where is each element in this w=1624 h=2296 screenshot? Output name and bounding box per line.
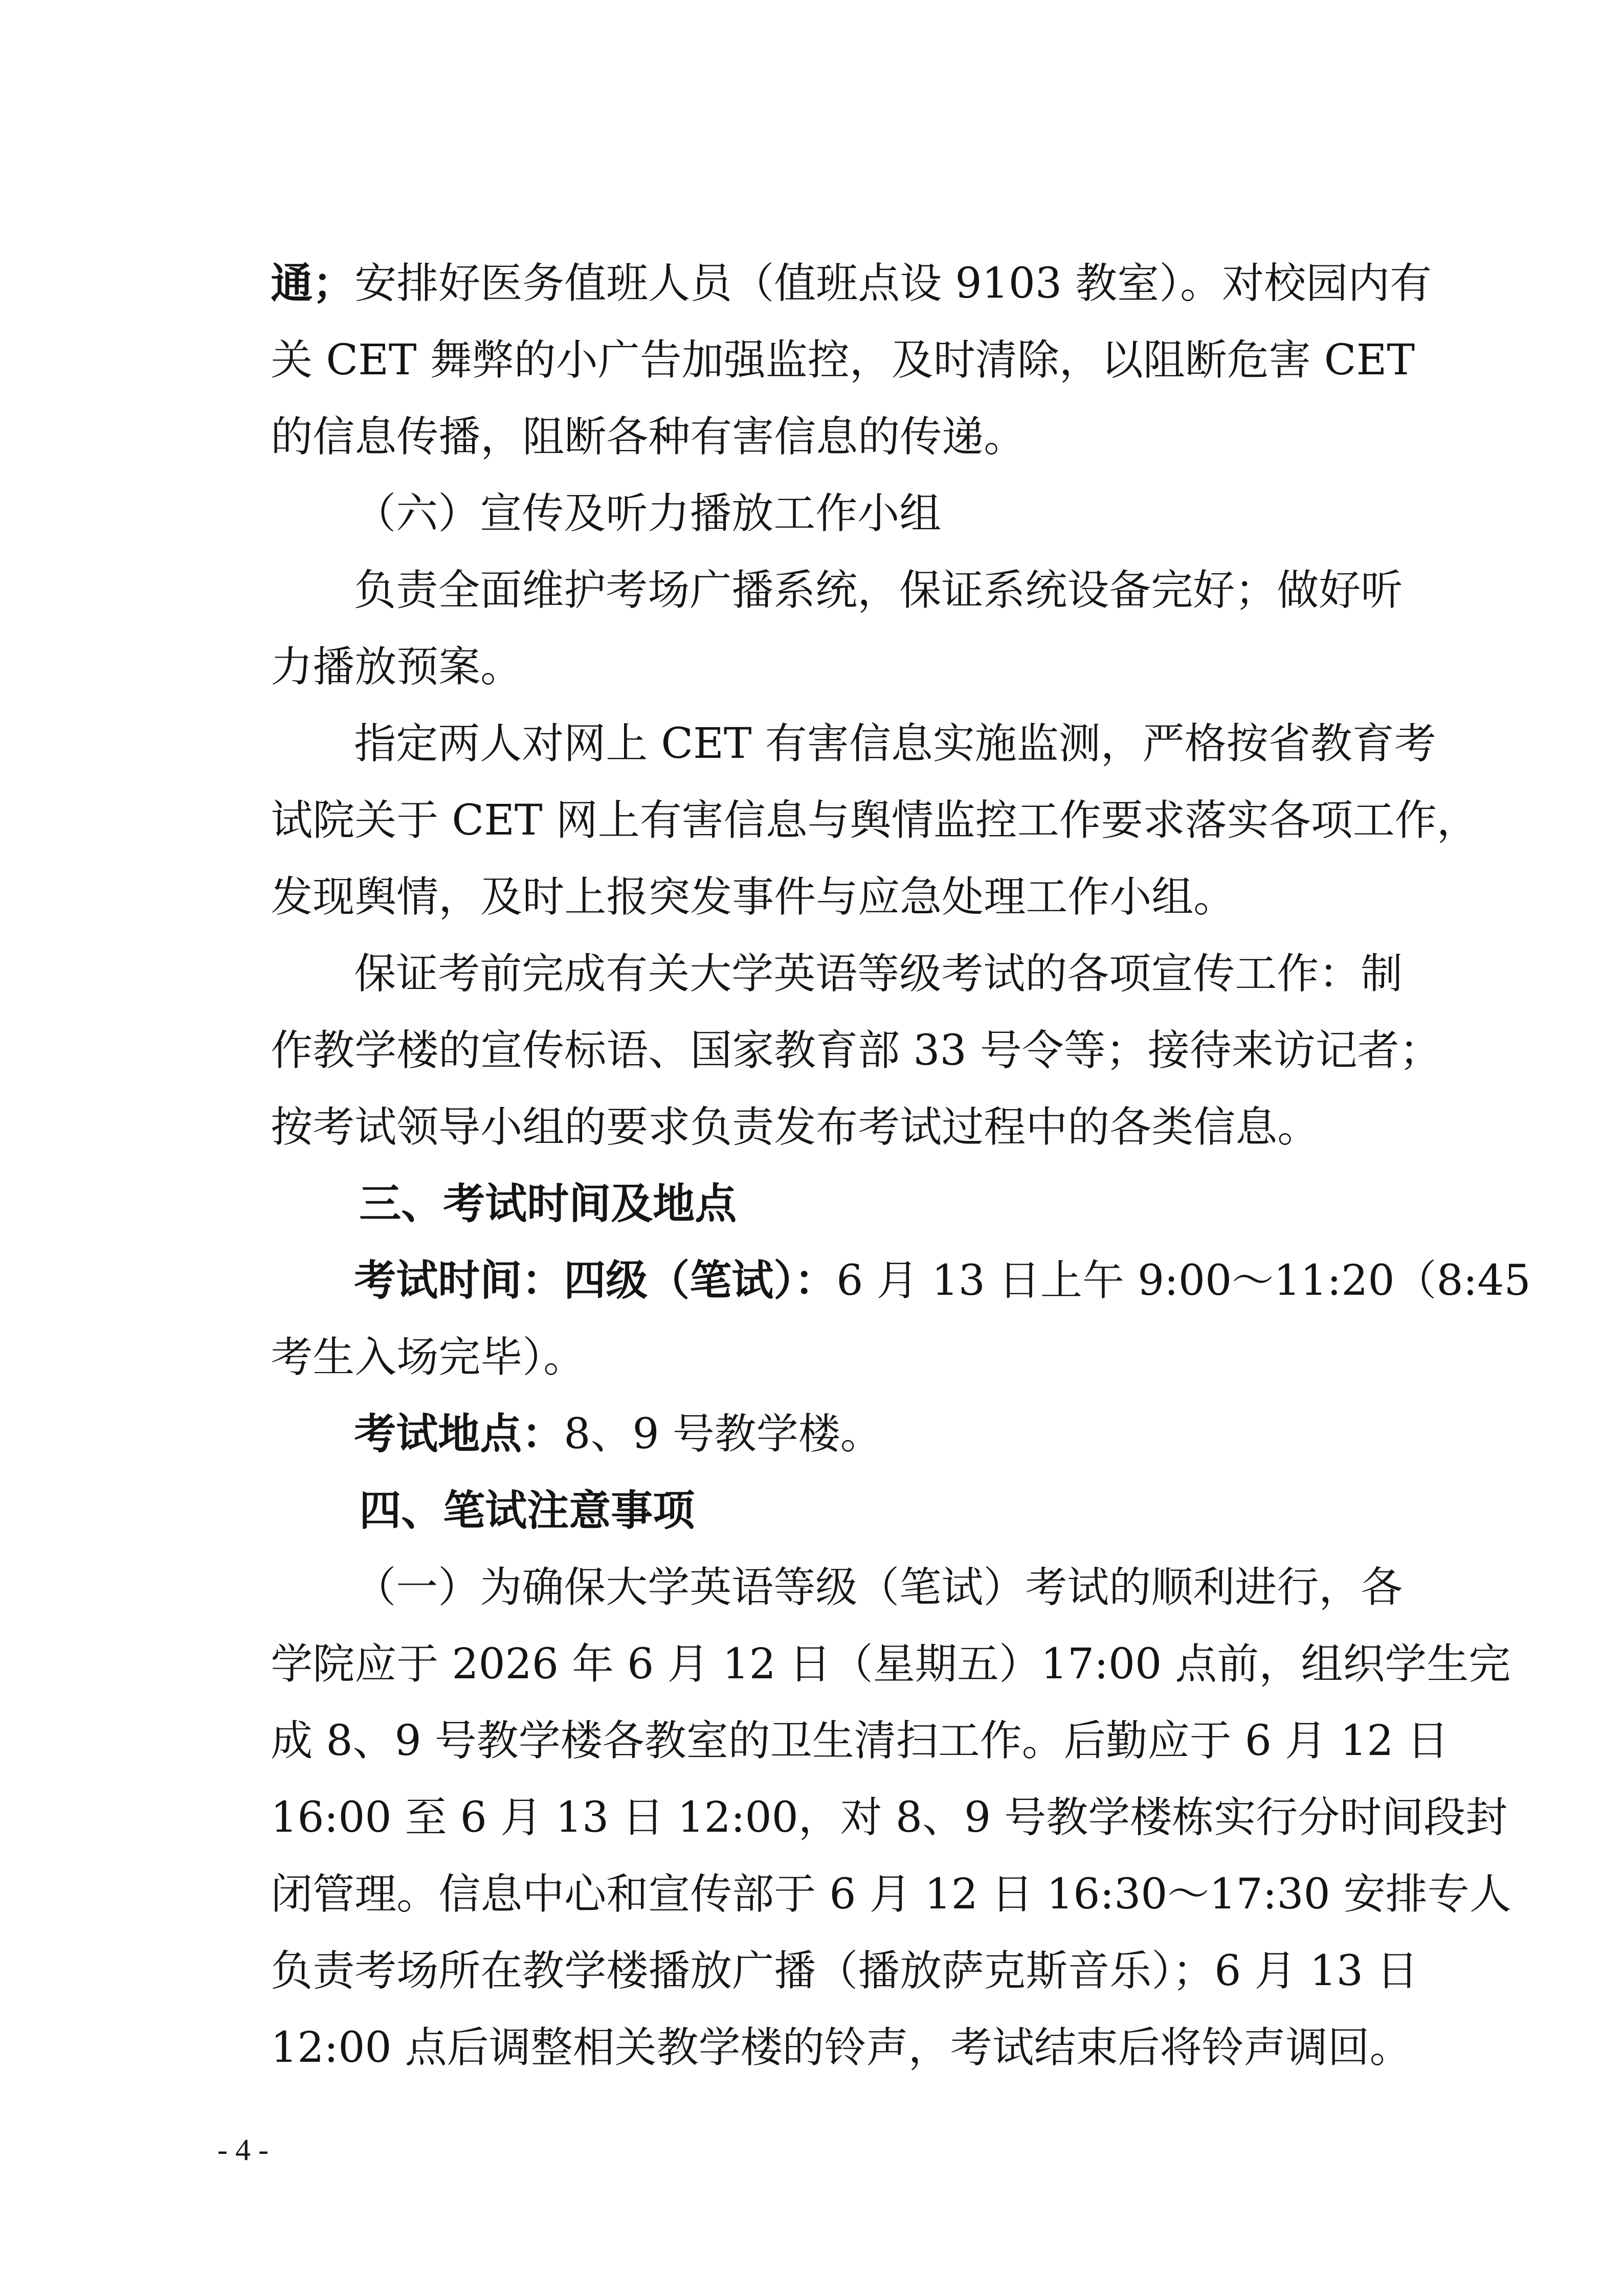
line-text: 安排好医务值班人员（值班点设 9103 教室）。对校园内有	[354, 259, 1432, 308]
line-text: 闭管理。信息中心和宣传部于 6 月 12 日 16:30～17:30 安排专人	[271, 1870, 1511, 1919]
line-text: （一）为确保大学英语等级（笔试）考试的顺利进行，各	[354, 1563, 1403, 1612]
line-text: 考生入场完毕）。	[271, 1333, 586, 1382]
line-text: 12:00 点后调整相关教学楼的铃声，考试结束后将铃声调回。	[271, 2023, 1412, 2072]
line-text: 试院关于 CET 网上有害信息与舆情监控工作要求落实各项工作，	[271, 796, 1479, 845]
line-text: 发现舆情，及时上报突发事件与应急处理工作小组。	[271, 873, 1236, 921]
line-text: 三、考试时间及地点	[359, 1180, 737, 1228]
line-text: 的信息传播，阻断各种有害信息的传递。	[271, 413, 1026, 461]
page-number: - 4 -	[217, 2133, 269, 2167]
line-text: 16:00 至 6 月 13 日 12:00，对 8、9 号教学楼栋实行分时间段封	[271, 1793, 1508, 1842]
line-text: 按考试领导小组的要求负责发布考试过程中的各类信息。	[271, 1103, 1320, 1152]
line-text: 负责考场所在教学楼播放广播（播放萨克斯音乐）；6 月 13 日	[271, 1947, 1418, 1995]
line-text: 力播放预案。	[271, 643, 523, 691]
exam-time-label: 考试时间：四级（笔试）：	[354, 1256, 837, 1305]
line-text: 指定两人对网上 CET 有害信息实施监测，严格按省教育考	[354, 719, 1436, 768]
line-text: 关 CET 舞弊的小广告加强监控，及时清除，以阻断危害 CET	[271, 336, 1415, 385]
line-text: 成 8、9 号教学楼各教室的卫生清扫工作。后勤应于 6 月 12 日	[271, 1717, 1449, 1765]
text-line	[217, 1985, 1412, 2111]
line-text: 四、笔试注意事项	[359, 1487, 695, 1535]
line-text: 8、9 号教学楼。	[564, 1410, 882, 1458]
line-text: （六）宣传及听力播放工作小组	[354, 489, 942, 538]
line-text: 保证考前完成有关大学英语等级考试的各项宣传工作：制	[354, 950, 1403, 998]
line-text: 负责全面维护考场广播系统，保证系统设备完好；做好听	[354, 566, 1403, 615]
line-text: 6 月 13 日上午 9:00～11:20（8:45	[836, 1256, 1531, 1305]
line-lead: 通；	[271, 259, 355, 308]
line-text: 作教学楼的宣传标语、国家教育部 33 号令等；接待来访记者；	[271, 1026, 1441, 1075]
exam-location-label: 考试地点：	[354, 1410, 564, 1458]
line-text: 学院应于 2026 年 6 月 12 日（星期五）17:00 点前，组织学生完	[271, 1640, 1511, 1689]
